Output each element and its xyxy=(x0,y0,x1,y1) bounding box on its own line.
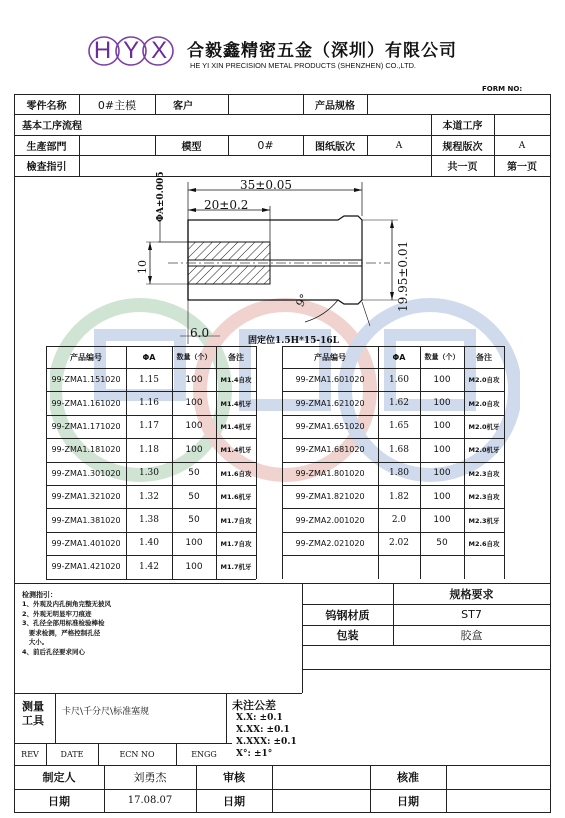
review-label: 审核 xyxy=(223,771,245,784)
quantity-value: 100 xyxy=(185,538,203,549)
tolerance-line: X°: ±1° xyxy=(236,749,273,759)
diameter-value: 1.68 xyxy=(388,444,410,455)
part-name-value: 0#主模 xyxy=(97,98,137,112)
remark-value: M2.6自攻 xyxy=(468,539,500,548)
diameter-value: 1.32 xyxy=(138,491,160,502)
approve-date-label: 日期 xyxy=(397,794,419,808)
remark-value: M1.4机牙 xyxy=(220,422,252,431)
this-process-label: 本道工序 xyxy=(442,121,483,132)
diameter-value: 1.62 xyxy=(388,398,410,409)
page-total: 共一页 xyxy=(447,162,478,173)
quantity-value: 100 xyxy=(433,468,451,479)
remark-value: M1.6自攻 xyxy=(220,469,252,478)
model-label: 模型 xyxy=(181,142,202,153)
remark-value: M1.6机牙 xyxy=(220,493,252,502)
logo-text: HYX xyxy=(93,37,180,64)
quantity-value: 100 xyxy=(433,515,451,526)
remark-value: M1.7自攻 xyxy=(220,516,252,525)
spec-rev-label: 规程版次 xyxy=(442,142,483,153)
model-value: 0# xyxy=(257,139,274,152)
spec-rev-value: A xyxy=(518,140,526,151)
table-header: 备注 xyxy=(476,352,492,362)
dim-height: 10 xyxy=(136,260,149,274)
quantity-value: 100 xyxy=(185,398,203,409)
note-line: 大小。 xyxy=(22,638,49,646)
engg-label: ENGG xyxy=(191,749,217,759)
remark-value: M2.0机牙 xyxy=(468,446,500,455)
tools-label-2: 工具 xyxy=(22,714,44,727)
diameter-value: 1.18 xyxy=(138,444,160,455)
remark-value: M2.0机牙 xyxy=(468,422,500,431)
quantity-value: 50 xyxy=(188,515,200,526)
table-header: 产品编号 xyxy=(314,352,346,362)
dim-phi: ΦA±0.005 xyxy=(156,171,166,222)
notes-title: 检测指引： xyxy=(22,591,57,599)
product-code: 99-ZMA1.301020 xyxy=(51,468,121,478)
remark-value: M2.0自攻 xyxy=(468,399,500,408)
rev-label: REV xyxy=(21,749,39,759)
quantity-value: 50 xyxy=(188,468,200,479)
note-line: 3、孔径全部用标准检验棒检 xyxy=(22,619,105,627)
remark-value: M1.7自攻 xyxy=(220,539,252,548)
package-label: 包装 xyxy=(336,629,359,642)
date-header: DATE xyxy=(60,749,84,759)
product-code: 99-ZMA1.801020 xyxy=(295,468,365,478)
quantity-value: 50 xyxy=(436,538,448,549)
material-label: 钨钢材质 xyxy=(325,608,370,622)
diameter-value: 1.17 xyxy=(138,421,160,432)
quantity-value: 100 xyxy=(433,491,451,502)
remark-value: M2.3机牙 xyxy=(468,516,500,525)
package-value: 胶盒 xyxy=(460,629,483,642)
product-code: 99-ZMA2.001020 xyxy=(295,515,365,525)
note-line: 2、外观无明显牢刀痕迹 xyxy=(22,609,92,618)
tolerance-lines xyxy=(236,712,297,760)
production-label: 生產部門 xyxy=(26,142,67,153)
drawing-note: 固定位1.5H*15-16L xyxy=(248,336,339,346)
remark-value: M1.4自攻 xyxy=(220,376,252,385)
made-by-label: 制定人 xyxy=(42,771,76,784)
product-code: 99-ZMA1.181020 xyxy=(51,445,121,455)
quantity-value: 100 xyxy=(433,398,451,409)
remark-value: M2.3自攻 xyxy=(468,493,500,502)
page-current: 第一页 xyxy=(507,162,537,173)
remark-value: M2.3自攻 xyxy=(468,469,500,478)
table-header: 备注 xyxy=(228,352,244,362)
drawing-rev-value: A xyxy=(395,140,403,151)
tolerance-line: X.XX: ±0.1 xyxy=(236,725,290,735)
product-code: 99-ZMA1.171020 xyxy=(51,421,121,431)
product-code: 99-ZMA1.161020 xyxy=(51,398,121,408)
quantity-value: 100 xyxy=(433,374,451,385)
product-code: 99-ZMA1.821020 xyxy=(295,492,365,502)
dim-angle: 9° xyxy=(293,291,312,310)
product-code: 99-ZMA1.421020 xyxy=(51,562,121,572)
diameter-value: 2.0 xyxy=(391,515,407,526)
product-code: 99-ZMA1.651020 xyxy=(295,421,365,431)
tools-value: 卡尺\千分尺\标准塞规 xyxy=(62,707,150,717)
dim-diameter: 19.95±0.01 xyxy=(396,240,410,312)
product-code: 99-ZMA1.601020 xyxy=(295,375,365,385)
product-code: 99-ZMA1.321020 xyxy=(51,492,121,502)
table-header: ΦA xyxy=(392,352,406,362)
diameter-value: 1.65 xyxy=(388,421,410,432)
date-value: 17.08.07 xyxy=(127,795,173,806)
tolerance-line: X.X: ±0.1 xyxy=(236,713,283,723)
dim-inner: 20±0.2 xyxy=(204,198,249,212)
customer-label: 客户 xyxy=(173,101,193,112)
basic-flow-label: 基本工序流程 xyxy=(22,121,82,132)
diameter-value: 2.02 xyxy=(388,538,410,549)
remark-value: M2.0自攻 xyxy=(468,376,500,385)
ecn-label: ECN NO xyxy=(119,749,155,759)
remark-value: M1.4机牙 xyxy=(220,399,252,408)
note-line: 4、前后孔径要求同心 xyxy=(22,647,86,656)
spec-label: 产品规格 xyxy=(315,101,355,112)
spec-title: 规格要求 xyxy=(449,587,494,601)
diameter-value: 1.16 xyxy=(138,398,160,409)
diameter-value: 1.30 xyxy=(138,468,160,479)
dim-six: 6.0 xyxy=(190,326,210,340)
review-date-label: 日期 xyxy=(223,794,245,808)
company-logo xyxy=(88,34,180,68)
table-header: 产品编号 xyxy=(70,352,102,362)
quantity-value: 100 xyxy=(185,561,203,572)
quantity-value: 100 xyxy=(185,421,203,432)
remark-value: M1.4机牙 xyxy=(220,446,252,455)
made-by-value: 刘勇杰 xyxy=(133,771,167,784)
drawing-rev-label: 图纸版次 xyxy=(315,142,355,153)
table-header: ΦA xyxy=(142,352,156,362)
product-code: 99-ZMA1.151020 xyxy=(51,375,121,385)
notes-list xyxy=(22,600,111,657)
product-code: 99-ZMA1.381020 xyxy=(51,515,121,525)
note-line: 1、外观及内孔倒角完整无披风 xyxy=(22,600,112,608)
diameter-value: 1.42 xyxy=(138,561,160,572)
diameter-value: 1.40 xyxy=(138,538,160,549)
product-code: 99-ZMA1.621020 xyxy=(295,398,365,408)
tools-label-1: 测量 xyxy=(22,700,44,713)
inspection-label: 檢查指引 xyxy=(26,162,67,173)
product-code: 99-ZMA2.021020 xyxy=(295,538,365,548)
company-name-cn: 合毅鑫精密五金（深圳）有限公司 xyxy=(187,41,457,61)
product-code: 99-ZMA1.401020 xyxy=(51,538,121,548)
quantity-value: 50 xyxy=(188,491,200,502)
remark-value: M1.7机牙 xyxy=(220,563,252,572)
material-value: ST7 xyxy=(461,608,482,621)
part-name-label: 零件名称 xyxy=(26,101,67,112)
diameter-value: 1.80 xyxy=(388,468,410,479)
date-label: 日期 xyxy=(48,794,70,808)
diameter-value: 1.60 xyxy=(388,374,410,385)
company-name-en: HE YI XIN PRECISION METAL PRODUCTS (SHENZHEN) CO.,LTD. xyxy=(190,61,416,70)
quantity-value: 100 xyxy=(185,444,203,455)
quantity-value: 100 xyxy=(185,374,203,385)
approve-label: 核准 xyxy=(397,771,419,784)
quantity-value: 100 xyxy=(433,421,451,432)
table-header: 数量（个） xyxy=(176,353,212,361)
tolerance-line: X.XXX: ±0.1 xyxy=(236,737,297,747)
form-no: FORM NO: xyxy=(482,85,523,93)
table-header: 数量（个） xyxy=(424,353,460,361)
tolerance-title: 未注公差 xyxy=(232,699,276,712)
technical-drawing xyxy=(100,171,430,346)
dim-total: 35±0.05 xyxy=(240,178,293,192)
note-line: 要求检测，严格控制孔径 xyxy=(22,628,101,637)
diameter-value: 1.82 xyxy=(388,491,410,502)
diameter-value: 1.15 xyxy=(138,374,160,385)
diameter-value: 1.38 xyxy=(138,515,160,526)
product-code: 99-ZMA1.681020 xyxy=(295,445,365,455)
quantity-value: 100 xyxy=(433,444,451,455)
